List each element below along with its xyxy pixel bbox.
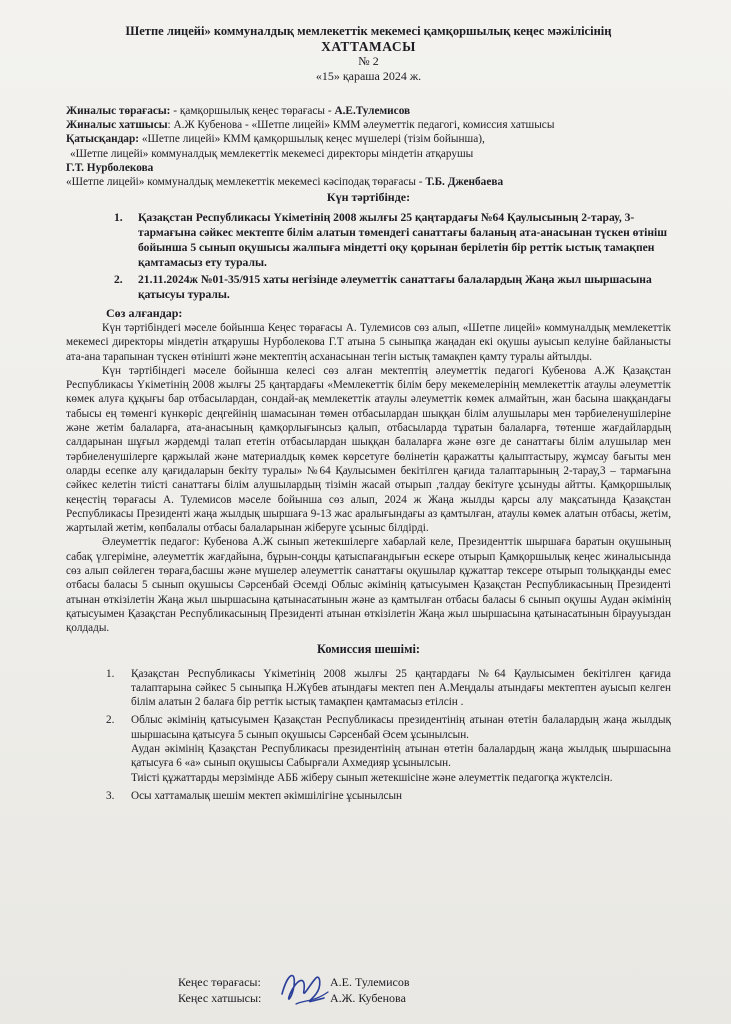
protocol-number: № 2 [358,54,379,68]
attendees-text: «Шетпе лицейі» КММ қамқоршылық кеңес мүшелері (тізім бойынша), [139,133,485,146]
union-name: Т.Б. Дженбаева [425,176,504,189]
attendees-line [66,132,671,146]
chair-text: - қамқоршылық кеңес төрағасы - [170,105,335,117]
document-header [66,24,671,84]
union-line [66,175,671,189]
decision-item [66,789,671,803]
decision-title: Комиссия шешімі: [317,641,420,656]
agenda-item-number: 2. [114,273,123,287]
protocol-heading: Шетпе лицейі» коммуналдық мемлекеттік мекемесі қамқоршылық кеңес мәжілісінің [125,24,612,38]
decision-item-text: Қазақстан Республикасы Үкіметінің 2008 жылғы 25 қаңтардағы №64 Қаулысымен бекітілген қағида талаптарына сәйкес 5 сыныпқа Н.Жүбев атындағы мектеп пен А.Меңдалы атындағы мектептен ауысып келген білім алатын 2 балаға бір реттік ыстық тамақпен қамтамасыз етілсін . [131,667,671,709]
agenda-item-number: 1. [114,211,123,225]
decision-item-text: Облыс әкімінің қатысуымен Қазақстан Республикасы президентінің атынан өтетін балалардың жаңа жылдық шыршасына қатысуға 5 сынып оқушысы Сәрсенбай Әсем ұсынылсын. [131,714,671,741]
agenda-title: Күн тәртібінде: [326,190,411,205]
meeting-meta [66,104,671,189]
agenda-list [66,211,671,303]
agenda-item [66,273,671,303]
secretary-signature-name: А.Ж. Кубенова [330,991,406,1005]
agenda-item-text: Қазақстан Республикасы Үкіметінің 2008 жылғы 25 қаңтардағы №64 Қаулысының 2-тарау, 3-тармағына сәйкес мектепте білім алатын төмендегі санаттағы баланың ата-анасынан түскен өтініш бойынша 5 сынып оқушысы жалпыға міндетті оқу қорынан берілетін бір реттік ыстық тамақпен қамтамасыз ету туралы. [138,211,668,269]
decision-list [66,667,671,804]
chair-line [66,104,671,118]
attendees-label: Қатысқандар: [66,133,140,146]
director-name [66,161,671,175]
decision-item-text: Осы хаттамалық шешім мектеп әкімшілігіне ұсынылсын [131,789,402,802]
decision-subparagraph: Аудан әкімінің Қазақстан Республикасы президентінің атынан өтетін балалардың жаңа жылдық шыршасына қатысуға 6 «а» сынып оқушысы Сабырғали Ахмедияр ұсынылсын. [131,743,671,770]
agenda-item [66,211,671,270]
secretary-signature-role: Кеңес хатшысы: [178,991,262,1005]
protocol-date: «15» қараша 2024 ж. [315,69,422,83]
secretary-line [66,118,671,132]
decision-subparagraph: Тиісті құжаттарды мерзімінде АББ жіберу сынып жетекшісіне және әлеуметтік педагогқа жүктелсін. [131,771,613,784]
protocol-title: ХАТТАМАСЫ [321,39,416,54]
body-paragraph: Күн тәртібіндегі мәселе бойынша келесі сөз алған мектептің әлеуметтік педагогі Кубенова А.Ж Қазақстан Республикасы Үкіметінің 2008 жылғы 25 қаңтардағы «Мемлекеттік білім беру мекемелерінің мемлекеттік атаулы әлеуметтік көмек алуға құқығы бар отбасылардан, сондай-ақ мемлекеттік атаулы әлеуметтік көмек алмайтын, жан басына шаққандағы табысы ең төменгі күнкөріс деңгейінің шамасынан төмен отбасылардан шыққан білім алушылары мен тәрбиеленушілеріне және жетім балаларға, ата-анасының қамқорлығынсыз қалып, отбасыларда тұратын балаларға, төтенше жағдайлардың салдарынан шұғыл жәрдемді талап ететін отбасылардан шыққан балаларға және өзге де санаттағы білім алушылар мен тәрбиеленушілерге қаржылай және материалдық көмек көрсетуге бөлінетін қаражатты қалыптастыру, жұмсау бағыты мен оларды есепке алу қағидаларын бекіту туралы» №64 Қаулысымен бекітілген қағида талаптарының 2-тарау,3 – тармағына сәйкес келетін тиісті санаттағы білім алушылардың тізімін жасай отырып ,талдау бекітуге ұсынуды айтты. Қамқоршылық кеңестің төрағасы А. Тулемисов мәселе бойынша сөз алып, 2024 ж Жаңа жылды қарсы алу мақсатында Қазақстан Республикасы Президенті жаңа жылдық шыршаға 9-13 жас аралығындағы аз қамтылған, атаулы көмек алатын отбасы, жетім, жартылай жетім, көпбалалы отбасы балаларынан жіберуге ұсыныс білдірді. [66,364,671,535]
chair-signature-role: Кеңес төрағасы: [178,975,261,989]
body-paragraph: Күн тәртібіндегі мәселе бойынша Кеңес төрағасы А. Тулемисов сөз алып, «Шетпе лицейі» коммуналдық мемлекеттік мекемесі директоры міндетін атқарушы Нурболекова Г.Т атына 5 сыныпқа жаңадан екі оқушы ауысып келуіне байланысты ата-ана тарапынан түскен өтінішті және мектептің асханасынан тегін ыстық тамақпен қамту туралы айтылды. [66,322,671,363]
secretary-text: : А.Ж Кубенова - «Шетпе лицейі» КММ әлеуметтік педагогі, комиссия хатшысы [167,119,555,132]
secretary-label: Жиналыс хатшысы [66,119,168,132]
chair-signature-row [178,974,410,990]
chair-name: А.Е.Тулемисов [334,105,411,117]
union-text: «Шетпе лицейі» коммуналдық мемлекеттік мекемесі кәсіподақ төрағасы - [66,176,426,189]
decision-item-number: 2. [106,714,115,727]
speakers-title: Сөз алғандар: [106,306,183,320]
director-name-text: Г.Т. Нурболекова [66,161,154,174]
decision-item [66,667,671,710]
decision-item [66,713,671,784]
signature-block [178,974,410,1006]
agenda-item-text: 21.11.2024ж №01-35/915 хаты негізінде әлеуметтік санаттағы балалардың Жаңа жыл шыршасына қатысуы туралы. [138,273,652,302]
chair-label: Жиналыс төрағасы: [66,105,171,117]
body-paragraph: Әлеуметтік педагог: Кубенова А.Ж сынып жетекшілерге хабарлай келе, Президенттік шыршаға баратын оқушының сабақ үлгеріміне, әлеуметтік жағдайына, бұрын-соңды қатыспағандығын ескере отырып Қамқоршылық кеңес жиналысында сөз алып сөйлеген төраға,басшы және мүшелер әлеуметтік санаттағы оқушылар құжаттар тексере отырып толыққанды емес отбасы баласы 5 сынып оқушысы Сәрсенбай Әсемді Облыс әкімінің қатысуымен Қазақстан Республикасының Президенті атынан өткізілетін Жаңа жыл шыршасына қатынасатынын және аз қамтылған отбасы баласы 6 сынып оқушы Аудан әкімінің қатысуымен Қазақстан Республикасының Президенті атынан өткізілетін Жаңа жыл шыршасына қатынасатынын біраууыздан қолдады. [66,536,671,635]
chair-signature-name: А.Е. Тулемисов [330,975,410,989]
decision-item-number: 3. [106,789,115,802]
director-line: «Шетпе лицейі» коммуналдық мемлекеттік мекемесі директоры міндетін атқарушы [70,147,474,160]
decision-item-number: 1. [106,667,115,680]
secretary-signature-row [178,990,410,1006]
